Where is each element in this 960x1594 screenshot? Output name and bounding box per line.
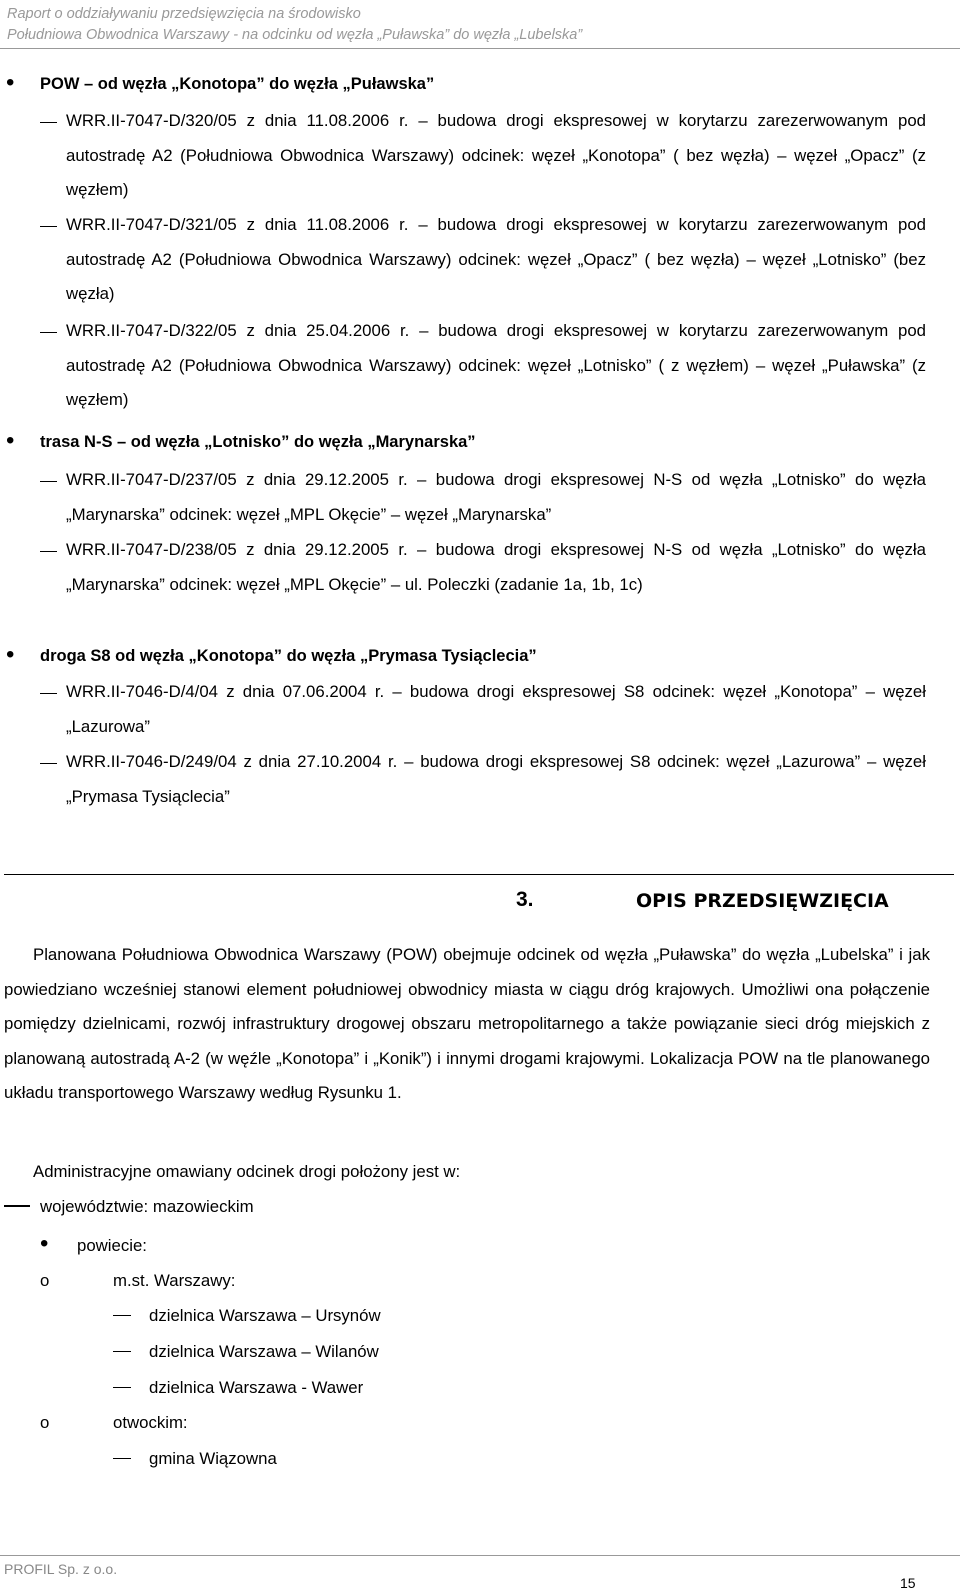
- district-item: dzielnica Warszawa – Ursynów: [149, 1306, 381, 1325]
- section-rule: [4, 874, 954, 875]
- dash-icon: [4, 1205, 30, 1207]
- header-rule: [0, 48, 960, 49]
- header-line-1: Raport o oddziaływaniu przedsięwzięcia na środowisko: [7, 6, 361, 22]
- district-item: dzielnica Warszawa - Wawer: [149, 1378, 364, 1397]
- circle-bullet-icon: o: [40, 1413, 50, 1432]
- voivodeship-item: województwie: mazowieckim: [40, 1197, 254, 1216]
- list-item: WRR.II-7046-D/249/04 z dnia 27.10.2004 r. – budowa drogi ekspresowej S8 odcinek: węzeł „Lazurowa” – węzeł „Prymasa Tysiąclecia”: [66, 752, 926, 806]
- footer-company: PROFIL Sp. z o.o.: [4, 1561, 118, 1577]
- list-item: WRR.II-7047-D/238/05 z dnia 29.12.2005 r. – budowa drogi ekspresowej N-S od węzła „Lotnisko” do węzła „Marynarska” odcinek: węzeł „MPL Okęcie” – ul. Poleczki (zadanie 1a, 1b, 1c): [66, 540, 926, 594]
- district-item: dzielnica Warszawa – Wilanów: [149, 1342, 379, 1361]
- county-item: powiecie:: [77, 1236, 147, 1255]
- dash-icon: [40, 763, 57, 764]
- bullet-icon: •: [6, 641, 15, 668]
- dash-icon: [40, 332, 57, 333]
- subcounty-item: otwockim:: [113, 1413, 188, 1432]
- dash-icon: [40, 226, 57, 227]
- subcounty-item: m.st. Warszawy:: [113, 1271, 236, 1290]
- page-number: 15: [900, 1575, 916, 1591]
- footer-rule: [0, 1555, 960, 1556]
- dash-icon: [113, 1315, 131, 1316]
- admin-intro: Administracyjne omawiany odcinek drogi położony jest w:: [33, 1162, 461, 1181]
- bullet-icon: •: [6, 69, 15, 96]
- header-line-2: Południowa Obwodnica Warszawy - na odcinku od węzła „Puławska” do węzła „Lubelska”: [7, 27, 583, 43]
- section-paragraph: Planowana Południowa Obwodnica Warszawy (POW) obejmuje odcinek od węzła „Puławska” do węzła „Lubelska” i jak powiedziano wcześniej stanowi element południowej obwodnicy miasta w ciągu dróg krajowych. Umożliwi ona połączenie pomiędzy dzielnicami, rozwój infrastruktury drogowej obszaru metropolitarnego a także powiązanie sieci dróg miejskich z planowaną autostradą A-2 (w węźle „Konotopa” i „Konik”) i innymi drogami krajowymi. Lokalizacja POW na tle planowanego układu transportowego Warszawy według Rysunku 1.: [4, 945, 930, 1102]
- dash-icon: [113, 1387, 131, 1388]
- group-title-ns: trasa N-S – od węzła „Lotnisko” do węzła „Marynarska”: [40, 433, 476, 451]
- bullet-icon: •: [40, 1230, 49, 1257]
- section-number: 3.: [516, 888, 534, 911]
- list-item: WRR.II-7046-D/4/04 z dnia 07.06.2004 r. – budowa drogi ekspresowej S8 odcinek: węzeł „Konotopa” – węzeł „Lazurowa”: [66, 682, 926, 736]
- commune-item: gmina Wiązowna: [149, 1449, 277, 1468]
- running-header: [7, 4, 582, 46]
- dash-icon: [40, 693, 57, 694]
- list-item: WRR.II-7047-D/322/05 z dnia 25.04.2006 r. – budowa drogi ekspresowej w korytarzu zarezerwowanym pod autostradę A2 (Południowa Obwodnica Warszawy) odcinek: węzeł „Lotnisko” ( z węzłem) – węzeł „Puławska” (z węzłem): [66, 321, 926, 409]
- bullet-icon: •: [6, 427, 15, 454]
- list-item: WRR.II-7047-D/320/05 z dnia 11.08.2006 r. – budowa drogi ekspresowej w korytarzu zarezerwowanym pod autostradę A2 (Południowa Obwodnica Warszawy) odcinek: węzeł „Konotopa” ( bez węzła) – węzeł „Opacz” (z węzłem): [66, 111, 926, 199]
- group-title-pow: POW – od węzła „Konotopa” do węzła „Puławska”: [40, 75, 435, 93]
- dash-icon: [40, 122, 57, 123]
- list-item: WRR.II-7047-D/237/05 z dnia 29.12.2005 r. – budowa drogi ekspresowej N-S od węzła „Lotnisko” do węzła „Marynarska” odcinek: węzeł „MPL Okęcie” – węzeł „Marynarska”: [66, 470, 926, 524]
- section-title: OPIS PRZEDSIĘWZIĘCIA: [636, 890, 889, 912]
- dash-icon: [113, 1351, 131, 1352]
- group-title-s8: droga S8 od węzła „Konotopa” do węzła „Prymasa Tysiąclecia”: [40, 647, 537, 665]
- dash-icon: [40, 481, 57, 482]
- dash-icon: [113, 1458, 131, 1459]
- list-item: WRR.II-7047-D/321/05 z dnia 11.08.2006 r. – budowa drogi ekspresowej w korytarzu zarezerwowanym pod autostradę A2 (Południowa Obwodnica Warszawy) odcinek: węzeł „Opacz” ( bez węzła) – węzeł „Lotnisko” (bez węzła): [66, 215, 926, 303]
- dash-icon: [40, 551, 57, 552]
- circle-bullet-icon: o: [40, 1271, 50, 1290]
